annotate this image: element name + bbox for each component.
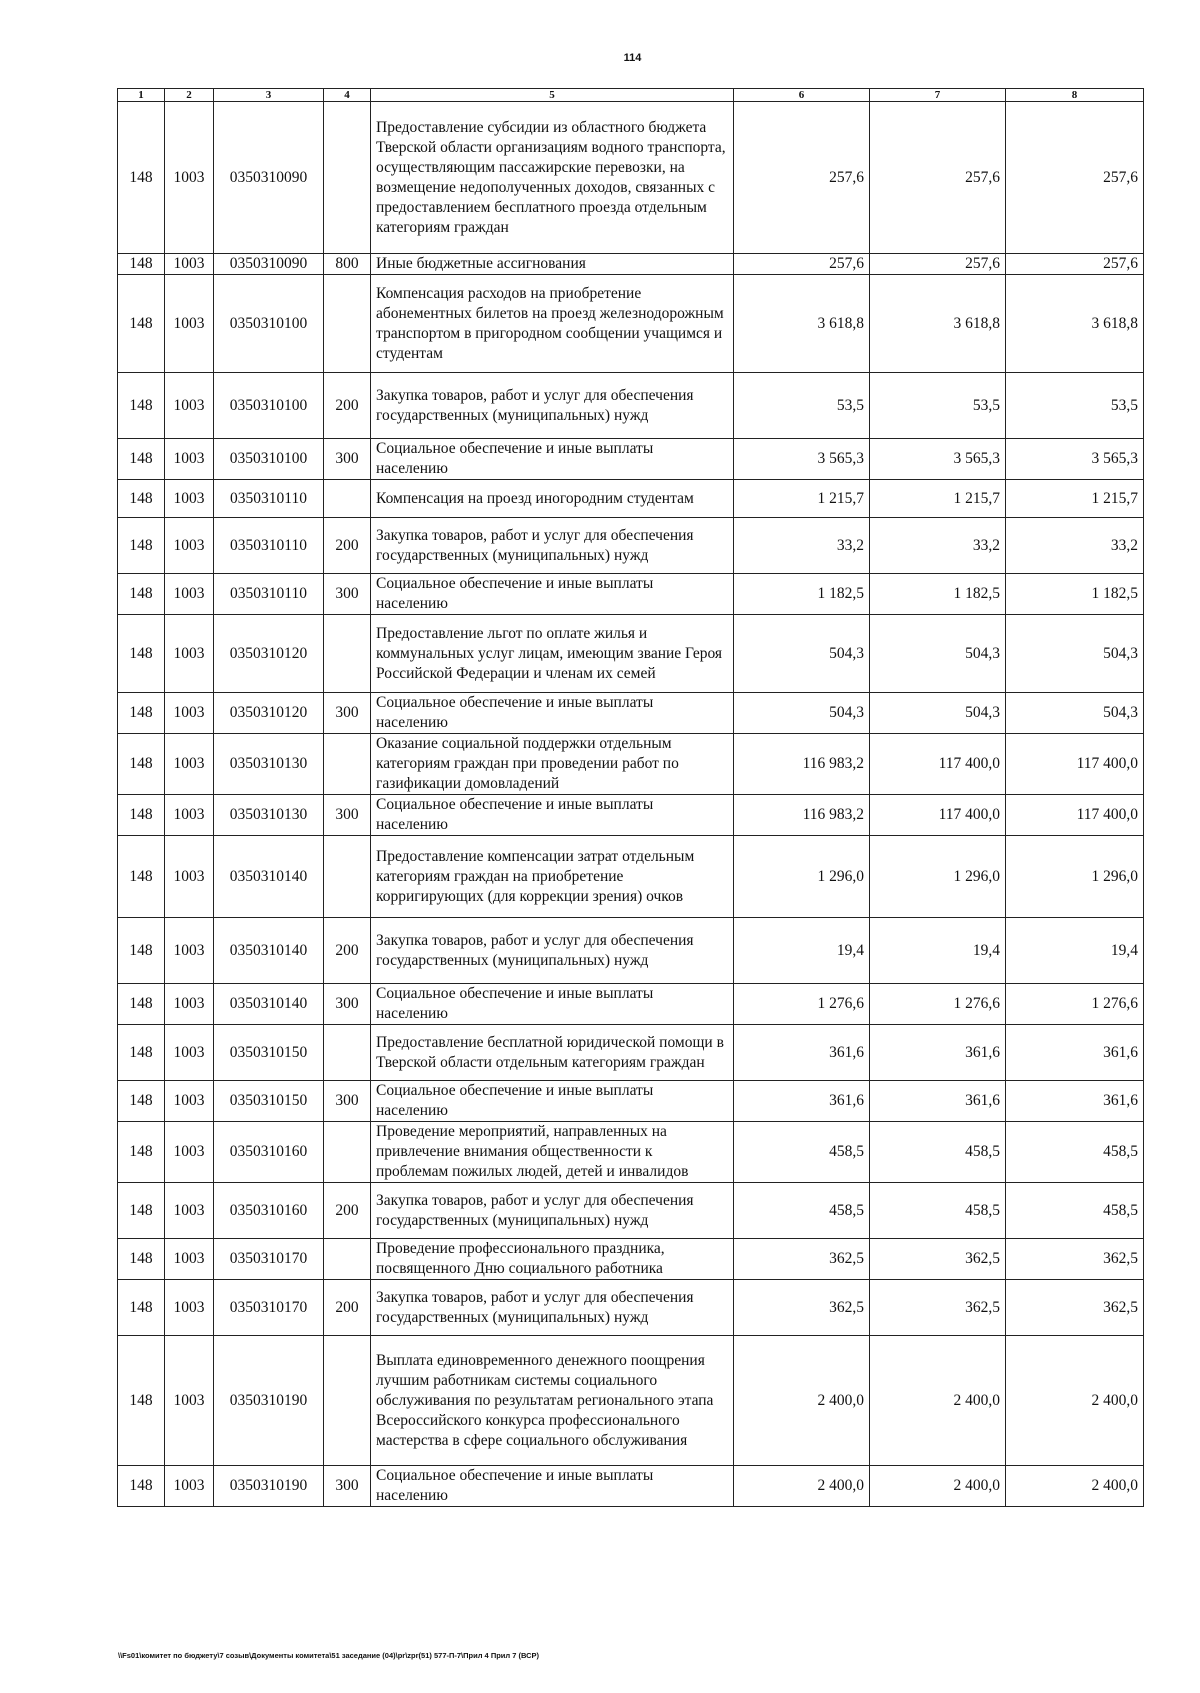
cell-expense-type: 300 bbox=[324, 574, 371, 615]
cell-amount-year3: 362,5 bbox=[1006, 1280, 1144, 1336]
cell-subsection: 1003 bbox=[165, 836, 214, 918]
cell-amount-year1: 33,2 bbox=[734, 518, 870, 574]
cell-amount-year1: 361,6 bbox=[734, 1025, 870, 1081]
cell-expense-type: 200 bbox=[324, 518, 371, 574]
cell-target-code: 0350310190 bbox=[214, 1466, 324, 1507]
table-row bbox=[118, 1466, 1144, 1507]
cell-expense-type bbox=[324, 734, 371, 795]
cell-amount-year1: 458,5 bbox=[734, 1183, 870, 1239]
cell-amount-year2: 257,6 bbox=[870, 102, 1006, 254]
column-number-row bbox=[118, 89, 1144, 102]
budget-table bbox=[117, 88, 1144, 1507]
column-number: 4 bbox=[324, 89, 371, 102]
table-row bbox=[118, 1081, 1144, 1122]
cell-subsection: 1003 bbox=[165, 102, 214, 254]
cell-expense-type bbox=[324, 836, 371, 918]
table-row bbox=[118, 480, 1144, 518]
cell-amount-year3: 1 276,6 bbox=[1006, 984, 1144, 1025]
cell-target-code: 0350310130 bbox=[214, 734, 324, 795]
column-number: 5 bbox=[371, 89, 734, 102]
cell-amount-year2: 1 215,7 bbox=[870, 480, 1006, 518]
cell-amount-year2: 361,6 bbox=[870, 1081, 1006, 1122]
cell-description: Предоставление бесплатной юридической помощи в Тверской области отдельным категориям граждан bbox=[371, 1025, 734, 1081]
cell-section: 148 bbox=[118, 518, 165, 574]
cell-section: 148 bbox=[118, 1122, 165, 1183]
cell-amount-year1: 53,5 bbox=[734, 373, 870, 439]
table-row bbox=[118, 1239, 1144, 1280]
cell-amount-year1: 3 618,8 bbox=[734, 275, 870, 373]
cell-description: Закупка товаров, работ и услуг для обеспечения государственных (муниципальных) нужд bbox=[371, 918, 734, 984]
cell-section: 148 bbox=[118, 795, 165, 836]
cell-amount-year3: 3 618,8 bbox=[1006, 275, 1144, 373]
cell-subsection: 1003 bbox=[165, 1122, 214, 1183]
cell-expense-type bbox=[324, 275, 371, 373]
cell-target-code: 0350310140 bbox=[214, 984, 324, 1025]
cell-amount-year3: 1 296,0 bbox=[1006, 836, 1144, 918]
cell-amount-year2: 3 565,3 bbox=[870, 439, 1006, 480]
table-row bbox=[118, 275, 1144, 373]
cell-amount-year2: 1 182,5 bbox=[870, 574, 1006, 615]
cell-target-code: 0350310150 bbox=[214, 1081, 324, 1122]
cell-amount-year1: 1 182,5 bbox=[734, 574, 870, 615]
cell-subsection: 1003 bbox=[165, 984, 214, 1025]
cell-description: Социальное обеспечение и иные выплаты населению bbox=[371, 693, 734, 734]
cell-expense-type: 200 bbox=[324, 918, 371, 984]
cell-description: Предоставление компенсации затрат отдельным категориям граждан на приобретение корригирующих (для коррекции зрения) очков bbox=[371, 836, 734, 918]
cell-section: 148 bbox=[118, 1025, 165, 1081]
table-row bbox=[118, 439, 1144, 480]
cell-expense-type: 200 bbox=[324, 1183, 371, 1239]
cell-amount-year2: 117 400,0 bbox=[870, 734, 1006, 795]
cell-section: 148 bbox=[118, 1336, 165, 1466]
cell-section: 148 bbox=[118, 734, 165, 795]
table-row bbox=[118, 1336, 1144, 1466]
cell-section: 148 bbox=[118, 918, 165, 984]
cell-amount-year1: 1 296,0 bbox=[734, 836, 870, 918]
cell-section: 148 bbox=[118, 1466, 165, 1507]
cell-section: 148 bbox=[118, 1081, 165, 1122]
cell-subsection: 1003 bbox=[165, 1280, 214, 1336]
cell-amount-year3: 458,5 bbox=[1006, 1183, 1144, 1239]
cell-expense-type: 300 bbox=[324, 439, 371, 480]
cell-amount-year2: 1 276,6 bbox=[870, 984, 1006, 1025]
cell-expense-type bbox=[324, 615, 371, 693]
cell-target-code: 0350310090 bbox=[214, 254, 324, 275]
file-path-footer: \\Fs01\комитет по бюджету\7 созыв\Документы комитета\51 заседание (04)\pr\zpr(51) 577-П-7\Прил 4 Прил 7 (ВСР) bbox=[118, 1651, 540, 1660]
cell-target-code: 0350310190 bbox=[214, 1336, 324, 1466]
cell-amount-year2: 2 400,0 bbox=[870, 1466, 1006, 1507]
cell-description: Закупка товаров, работ и услуг для обеспечения государственных (муниципальных) нужд bbox=[371, 518, 734, 574]
table-row bbox=[118, 1122, 1144, 1183]
table-row bbox=[118, 795, 1144, 836]
cell-subsection: 1003 bbox=[165, 1081, 214, 1122]
cell-amount-year3: 19,4 bbox=[1006, 918, 1144, 984]
cell-description: Социальное обеспечение и иные выплаты населению bbox=[371, 574, 734, 615]
cell-section: 148 bbox=[118, 615, 165, 693]
cell-expense-type bbox=[324, 102, 371, 254]
table-row bbox=[118, 254, 1144, 275]
cell-section: 148 bbox=[118, 439, 165, 480]
column-number: 1 bbox=[118, 89, 165, 102]
cell-description: Компенсация на проезд иногородним студентам bbox=[371, 480, 734, 518]
cell-description: Закупка товаров, работ и услуг для обеспечения государственных (муниципальных) нужд bbox=[371, 1280, 734, 1336]
cell-amount-year1: 19,4 bbox=[734, 918, 870, 984]
cell-description: Иные бюджетные ассигнования bbox=[371, 254, 734, 275]
cell-description: Предоставление субсидии из областного бюджета Тверской области организациям водного транспорта, осуществляющим пассажирские перевозки, на возмещение недополученных доходов, связанных с предоставлением бесплатного проезда отдельным категориям граждан bbox=[371, 102, 734, 254]
cell-section: 148 bbox=[118, 480, 165, 518]
cell-target-code: 0350310090 bbox=[214, 102, 324, 254]
cell-target-code: 0350310130 bbox=[214, 795, 324, 836]
cell-amount-year3: 361,6 bbox=[1006, 1081, 1144, 1122]
cell-amount-year3: 362,5 bbox=[1006, 1239, 1144, 1280]
cell-amount-year3: 458,5 bbox=[1006, 1122, 1144, 1183]
page-number: 114 bbox=[623, 52, 642, 64]
cell-target-code: 0350310160 bbox=[214, 1183, 324, 1239]
cell-target-code: 0350310110 bbox=[214, 480, 324, 518]
cell-expense-type: 200 bbox=[324, 1280, 371, 1336]
cell-amount-year3: 3 565,3 bbox=[1006, 439, 1144, 480]
cell-expense-type bbox=[324, 1336, 371, 1466]
cell-expense-type: 800 bbox=[324, 254, 371, 275]
cell-description: Компенсация расходов на приобретение абонементных билетов на проезд железнодорожным транспортом в пригородном сообщении учащимся и студентам bbox=[371, 275, 734, 373]
cell-amount-year3: 257,6 bbox=[1006, 254, 1144, 275]
cell-section: 148 bbox=[118, 836, 165, 918]
column-number: 8 bbox=[1006, 89, 1144, 102]
cell-subsection: 1003 bbox=[165, 373, 214, 439]
cell-expense-type: 300 bbox=[324, 795, 371, 836]
cell-target-code: 0350310120 bbox=[214, 693, 324, 734]
table-row bbox=[118, 1280, 1144, 1336]
cell-amount-year1: 116 983,2 bbox=[734, 734, 870, 795]
cell-section: 148 bbox=[118, 275, 165, 373]
cell-amount-year1: 3 565,3 bbox=[734, 439, 870, 480]
cell-subsection: 1003 bbox=[165, 518, 214, 574]
cell-subsection: 1003 bbox=[165, 1336, 214, 1466]
cell-section: 148 bbox=[118, 574, 165, 615]
cell-description: Социальное обеспечение и иные выплаты населению bbox=[371, 1466, 734, 1507]
cell-expense-type bbox=[324, 1025, 371, 1081]
cell-subsection: 1003 bbox=[165, 1239, 214, 1280]
cell-section: 148 bbox=[118, 373, 165, 439]
cell-description: Закупка товаров, работ и услуг для обеспечения государственных (муниципальных) нужд bbox=[371, 1183, 734, 1239]
cell-amount-year2: 1 296,0 bbox=[870, 836, 1006, 918]
cell-description: Социальное обеспечение и иные выплаты населению bbox=[371, 439, 734, 480]
table-row bbox=[118, 836, 1144, 918]
cell-expense-type: 300 bbox=[324, 693, 371, 734]
cell-expense-type: 200 bbox=[324, 373, 371, 439]
cell-section: 148 bbox=[118, 254, 165, 275]
cell-target-code: 0350310100 bbox=[214, 439, 324, 480]
cell-amount-year2: 458,5 bbox=[870, 1183, 1006, 1239]
cell-amount-year1: 504,3 bbox=[734, 693, 870, 734]
cell-amount-year3: 33,2 bbox=[1006, 518, 1144, 574]
cell-amount-year2: 504,3 bbox=[870, 693, 1006, 734]
cell-amount-year3: 53,5 bbox=[1006, 373, 1144, 439]
cell-amount-year1: 362,5 bbox=[734, 1280, 870, 1336]
cell-amount-year2: 257,6 bbox=[870, 254, 1006, 275]
cell-target-code: 0350310150 bbox=[214, 1025, 324, 1081]
cell-expense-type: 300 bbox=[324, 984, 371, 1025]
cell-amount-year2: 53,5 bbox=[870, 373, 1006, 439]
cell-subsection: 1003 bbox=[165, 275, 214, 373]
cell-amount-year2: 361,6 bbox=[870, 1025, 1006, 1081]
cell-description: Выплата единовременного денежного поощрения лучшим работникам системы социального обслуживания по результатам регионального этапа Всероссийского конкурса профессионального мастерства в сфере социального обслуживания bbox=[371, 1336, 734, 1466]
table-row bbox=[118, 102, 1144, 254]
cell-expense-type: 300 bbox=[324, 1466, 371, 1507]
cell-description: Социальное обеспечение и иные выплаты населению bbox=[371, 984, 734, 1025]
table-row bbox=[118, 615, 1144, 693]
cell-amount-year1: 257,6 bbox=[734, 254, 870, 275]
cell-expense-type bbox=[324, 480, 371, 518]
cell-expense-type: 300 bbox=[324, 1081, 371, 1122]
table-row bbox=[118, 984, 1144, 1025]
cell-amount-year2: 504,3 bbox=[870, 615, 1006, 693]
cell-amount-year1: 1 276,6 bbox=[734, 984, 870, 1025]
cell-amount-year1: 458,5 bbox=[734, 1122, 870, 1183]
cell-target-code: 0350310170 bbox=[214, 1280, 324, 1336]
cell-description: Социальное обеспечение и иные выплаты населению bbox=[371, 1081, 734, 1122]
cell-section: 148 bbox=[118, 1239, 165, 1280]
cell-section: 148 bbox=[118, 1183, 165, 1239]
cell-section: 148 bbox=[118, 1280, 165, 1336]
cell-amount-year2: 3 618,8 bbox=[870, 275, 1006, 373]
cell-amount-year3: 2 400,0 bbox=[1006, 1466, 1144, 1507]
cell-section: 148 bbox=[118, 984, 165, 1025]
cell-description: Проведение профессионального праздника, посвященного Дню социального работника bbox=[371, 1239, 734, 1280]
cell-target-code: 0350310100 bbox=[214, 275, 324, 373]
cell-amount-year3: 1 182,5 bbox=[1006, 574, 1144, 615]
cell-amount-year2: 117 400,0 bbox=[870, 795, 1006, 836]
cell-amount-year1: 362,5 bbox=[734, 1239, 870, 1280]
table-row bbox=[118, 1183, 1144, 1239]
cell-subsection: 1003 bbox=[165, 734, 214, 795]
cell-amount-year2: 458,5 bbox=[870, 1122, 1006, 1183]
column-number: 7 bbox=[870, 89, 1006, 102]
cell-amount-year2: 2 400,0 bbox=[870, 1336, 1006, 1466]
cell-subsection: 1003 bbox=[165, 254, 214, 275]
column-number: 6 bbox=[734, 89, 870, 102]
cell-section: 148 bbox=[118, 102, 165, 254]
cell-target-code: 0350310170 bbox=[214, 1239, 324, 1280]
cell-subsection: 1003 bbox=[165, 795, 214, 836]
table-row bbox=[118, 518, 1144, 574]
cell-subsection: 1003 bbox=[165, 574, 214, 615]
cell-description: Социальное обеспечение и иные выплаты населению bbox=[371, 795, 734, 836]
cell-amount-year3: 504,3 bbox=[1006, 693, 1144, 734]
cell-subsection: 1003 bbox=[165, 615, 214, 693]
cell-amount-year1: 1 215,7 bbox=[734, 480, 870, 518]
cell-description: Проведение мероприятий, направленных на привлечение внимания общественности к проблемам пожилых людей, детей и инвалидов bbox=[371, 1122, 734, 1183]
cell-subsection: 1003 bbox=[165, 1025, 214, 1081]
table-row bbox=[118, 734, 1144, 795]
column-number: 3 bbox=[214, 89, 324, 102]
cell-description: Предоставление льгот по оплате жилья и коммунальных услуг лицам, имеющим звание Героя Российской Федерации и членам их семей bbox=[371, 615, 734, 693]
cell-subsection: 1003 bbox=[165, 480, 214, 518]
cell-target-code: 0350310140 bbox=[214, 836, 324, 918]
cell-amount-year2: 33,2 bbox=[870, 518, 1006, 574]
cell-subsection: 1003 bbox=[165, 1183, 214, 1239]
cell-section: 148 bbox=[118, 693, 165, 734]
cell-expense-type bbox=[324, 1239, 371, 1280]
cell-amount-year3: 361,6 bbox=[1006, 1025, 1144, 1081]
cell-target-code: 0350310110 bbox=[214, 574, 324, 615]
cell-subsection: 1003 bbox=[165, 693, 214, 734]
table-row bbox=[118, 918, 1144, 984]
cell-amount-year2: 362,5 bbox=[870, 1239, 1006, 1280]
cell-subsection: 1003 bbox=[165, 1466, 214, 1507]
cell-target-code: 0350310110 bbox=[214, 518, 324, 574]
cell-amount-year1: 504,3 bbox=[734, 615, 870, 693]
cell-amount-year1: 2 400,0 bbox=[734, 1466, 870, 1507]
cell-subsection: 1003 bbox=[165, 439, 214, 480]
cell-description: Оказание социальной поддержки отдельным категориям граждан при проведении работ по газификации домовладений bbox=[371, 734, 734, 795]
cell-amount-year3: 117 400,0 bbox=[1006, 795, 1144, 836]
table-row bbox=[118, 574, 1144, 615]
cell-amount-year3: 504,3 bbox=[1006, 615, 1144, 693]
table-row bbox=[118, 1025, 1144, 1081]
cell-expense-type bbox=[324, 1122, 371, 1183]
table-row bbox=[118, 693, 1144, 734]
table-row bbox=[118, 373, 1144, 439]
cell-amount-year3: 1 215,7 bbox=[1006, 480, 1144, 518]
cell-amount-year1: 2 400,0 bbox=[734, 1336, 870, 1466]
cell-amount-year3: 257,6 bbox=[1006, 102, 1144, 254]
cell-description: Закупка товаров, работ и услуг для обеспечения государственных (муниципальных) нужд bbox=[371, 373, 734, 439]
cell-amount-year2: 19,4 bbox=[870, 918, 1006, 984]
cell-amount-year3: 117 400,0 bbox=[1006, 734, 1144, 795]
cell-target-code: 0350310140 bbox=[214, 918, 324, 984]
cell-amount-year1: 257,6 bbox=[734, 102, 870, 254]
column-number: 2 bbox=[165, 89, 214, 102]
cell-amount-year1: 361,6 bbox=[734, 1081, 870, 1122]
cell-target-code: 0350310160 bbox=[214, 1122, 324, 1183]
cell-amount-year2: 362,5 bbox=[870, 1280, 1006, 1336]
cell-target-code: 0350310120 bbox=[214, 615, 324, 693]
cell-subsection: 1003 bbox=[165, 918, 214, 984]
cell-target-code: 0350310100 bbox=[214, 373, 324, 439]
cell-amount-year1: 116 983,2 bbox=[734, 795, 870, 836]
cell-amount-year3: 2 400,0 bbox=[1006, 1336, 1144, 1466]
